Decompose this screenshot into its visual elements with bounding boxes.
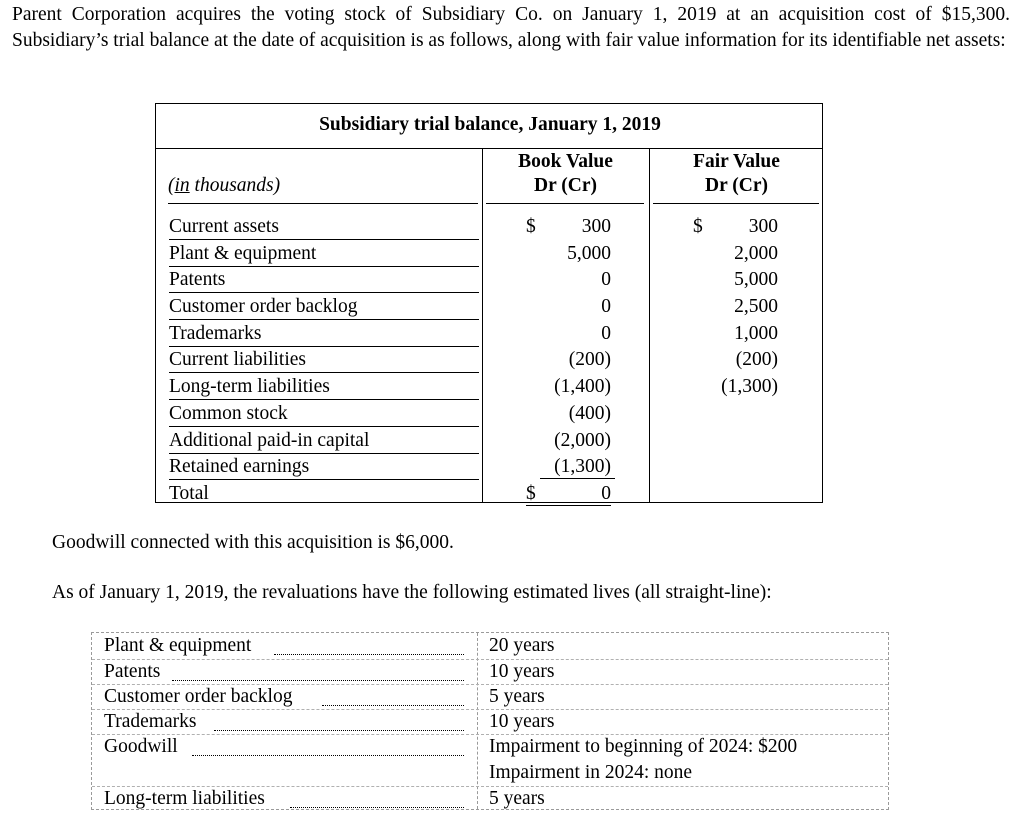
lives-item-label: Goodwill	[104, 736, 178, 757]
lives-item-label: Patents	[104, 661, 161, 682]
dot-leader	[274, 654, 464, 655]
lives-item-label: Trademarks	[104, 711, 197, 732]
book-value-header: Book Value Dr (Cr)	[518, 151, 613, 196]
book-value: 5,000	[567, 242, 611, 264]
book-value: (1,300)	[540, 455, 615, 479]
row-label: Long-term liabilities	[169, 375, 479, 400]
dot-leader	[290, 807, 464, 808]
units-label: (in thousands)	[168, 175, 281, 196]
book-value: (200)	[568, 349, 611, 371]
lives-item-value: 5 years	[489, 686, 545, 707]
row-label: Retained earnings	[169, 455, 479, 480]
fair-value: (1,300)	[721, 376, 778, 398]
book-value: (400)	[568, 402, 611, 424]
lives-item-value: 20 years	[489, 635, 555, 656]
lives-item-value: Impairment to beginning of 2024: $200	[489, 736, 798, 757]
table-row	[156, 429, 824, 456]
table-row	[156, 348, 824, 375]
lives-item-value: 5 years	[489, 788, 545, 809]
dollar-sign: $	[526, 216, 536, 237]
table-row	[156, 268, 824, 295]
fair-value: 1,000	[734, 322, 778, 344]
row-label: Customer order backlog	[169, 295, 479, 320]
trial-balance-table	[155, 103, 823, 503]
fair-value: 5,000	[734, 269, 778, 291]
book-value: 0	[601, 296, 611, 318]
table-row	[156, 375, 824, 402]
table-row	[156, 482, 824, 509]
row-label: Trademarks	[169, 322, 479, 347]
fair-value: 300	[748, 216, 778, 237]
table-row	[156, 242, 824, 269]
row-label: Current liabilities	[169, 348, 479, 373]
table-title: Subsidiary trial balance, January 1, 2019	[319, 114, 661, 135]
dot-leader	[172, 680, 464, 681]
row-label: Additional paid-in capital	[169, 429, 479, 454]
book-value: (2,000)	[554, 429, 611, 451]
lives-intro: As of January 1, 2019, the revaluations have the following estimated lives (all straight-line):	[52, 582, 772, 603]
dot-leader	[214, 730, 464, 731]
lives-item-label: Plant & equipment	[104, 635, 252, 656]
lives-item-value: 10 years	[489, 711, 555, 732]
row-label: Patents	[169, 268, 479, 293]
header-underline	[168, 203, 478, 204]
total-underline	[526, 505, 611, 506]
intro-paragraph: Parent Corporation acquires the voting stock of Subsidiary Co. on January 1, 2019 at an acquisition cost of $15,300. Subsidiary’s trial balance at the date of acquisition is as follows, along with fair value information for its identifiable net assets:	[12, 4, 1010, 51]
fair-value: 2,500	[734, 296, 778, 318]
dollar-sign: $	[693, 216, 703, 237]
header-underline	[486, 203, 644, 204]
table-row	[156, 215, 824, 242]
fair-value-header: Fair Value Dr (Cr)	[693, 151, 780, 196]
lives-item-label: Customer order backlog	[104, 686, 293, 707]
header-underline	[653, 203, 819, 204]
dot-leader	[322, 705, 464, 706]
dollar-sign: $	[526, 482, 536, 504]
table-row	[156, 295, 824, 322]
lives-item-label: Long-term liabilities	[104, 788, 265, 809]
estimated-lives-table	[91, 632, 889, 810]
table-row	[156, 322, 824, 349]
title-divider	[156, 148, 822, 149]
table-row	[156, 455, 824, 482]
book-value: 0	[601, 269, 611, 291]
lives-item-value: 10 years	[489, 661, 555, 682]
book-value: 0	[601, 322, 611, 344]
lives-item-value: Impairment in 2024: none	[489, 762, 693, 783]
table-rows	[156, 215, 824, 509]
table-row	[156, 402, 824, 429]
book-value: (1,400)	[554, 376, 611, 398]
book-value: 300	[581, 216, 611, 237]
dot-leader	[192, 755, 464, 756]
book-value: 0	[601, 482, 611, 504]
fair-value: (200)	[735, 349, 778, 371]
row-label: Current assets	[169, 215, 479, 240]
row-label: Common stock	[169, 402, 479, 427]
row-label: Plant & equipment	[169, 242, 479, 267]
fair-value: 2,000	[734, 242, 778, 264]
goodwill-text: Goodwill connected with this acquisition is $6,000.	[52, 532, 454, 553]
row-label: Total	[169, 482, 209, 504]
